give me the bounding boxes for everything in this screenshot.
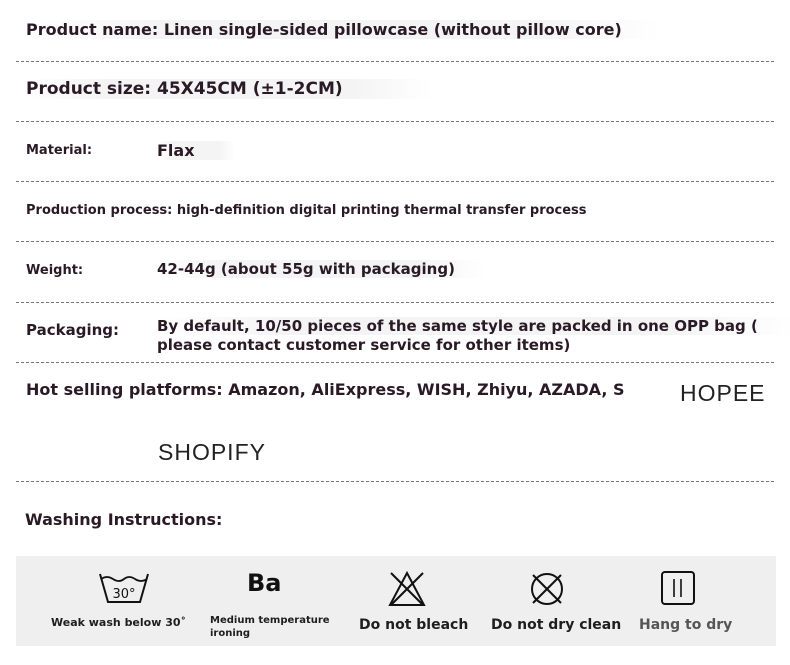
product-size-text: Product size: 45X45CM (±1-2CM) <box>26 79 433 99</box>
weight-value: 42-44g (about 55g with packaging) <box>157 260 485 278</box>
material-label: Material: <box>26 143 93 158</box>
ironing-label-line-1: Medium temperature <box>210 615 330 626</box>
hang-dry-icon <box>660 570 696 606</box>
divider <box>16 481 774 482</box>
no-dry-clean-label: Do not dry clean <box>491 617 622 633</box>
divider <box>16 362 774 363</box>
packaging-line-2: please contact customer service for other items) <box>157 336 571 354</box>
material-value: Flax <box>157 141 235 160</box>
packaging-line-1: By default, 10/50 pieces of the same style are packed in one OPP bag ( <box>157 317 790 335</box>
platform-hopee: HOPEE <box>680 380 766 406</box>
wash-30-label: Weak wash below 30˚ <box>51 616 187 629</box>
product-name-text: Product name: Linen single-sided pillowcase (without pillow core) <box>26 20 662 39</box>
hang-dry-label: Hang to dry <box>639 617 733 633</box>
divider <box>16 61 774 62</box>
packaging-label: Packaging: <box>26 321 119 339</box>
hot-selling-platforms-text: Hot selling platforms: Amazon, AliExpress, WISH, Zhiyu, AZADA, S <box>26 380 625 399</box>
divider <box>16 121 774 122</box>
wash-30-icon <box>98 570 150 606</box>
weight-label: Weight: <box>26 263 84 278</box>
svg-text:30°: 30° <box>112 587 136 602</box>
washing-instructions-title: Washing Instructions: <box>25 510 223 529</box>
no-dry-clean-icon <box>529 571 565 607</box>
divider <box>16 241 774 242</box>
washing-instructions-panel <box>16 556 776 646</box>
divider <box>16 181 774 182</box>
divider <box>16 302 774 303</box>
ironing-icon: Ba <box>247 569 282 597</box>
ironing-label-line-2: ironing <box>210 628 251 639</box>
production-process-text: Production process: high-definition digital printing thermal transfer process <box>26 203 587 218</box>
no-bleach-label: Do not bleach <box>359 617 469 633</box>
no-bleach-icon <box>387 569 427 609</box>
platform-shopify: SHOPIFY <box>158 439 266 465</box>
